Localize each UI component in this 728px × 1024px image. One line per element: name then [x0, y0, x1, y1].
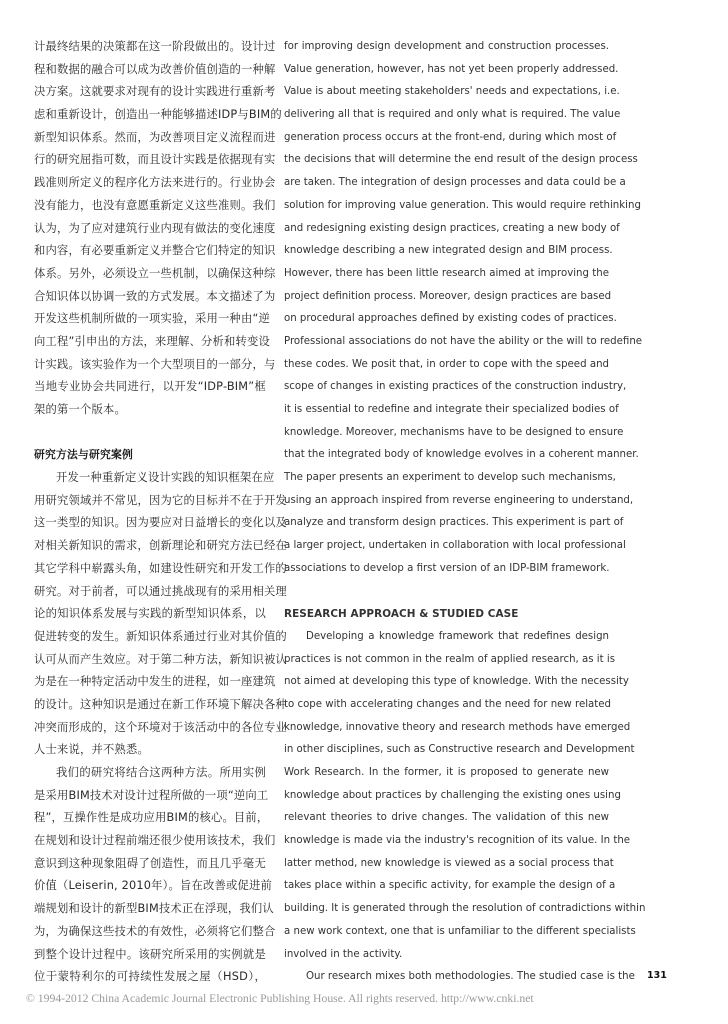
section-heading: RESEARCH APPROACH & STUDIED CASE — [284, 608, 519, 621]
text-line: 研究。对于前者，可以通过挑战现有的采用相关理 — [34, 584, 287, 598]
text-line: 新型知识体系。然而，为改善项目定义流程而进 — [34, 130, 276, 144]
text-line: knowledge describing a new integrated design and BIM process. — [284, 245, 613, 257]
text-line: Value is about meeting stakeholders' needs and expectations, i.e. — [284, 86, 620, 98]
text-line: 到整个设计过程中。该研究所采用的实例就是 — [34, 947, 266, 961]
text-line: Value generation, however, has not yet been properly addressed. — [284, 63, 619, 75]
text-line: it is essential to redefine and integrate their specialized bodies of — [284, 404, 619, 415]
text-line: the decisions that will determine the end result of the design process — [284, 154, 638, 166]
text-line: Professional associations do not have the ability or the will to redefine — [284, 335, 643, 347]
text-line: and redesigning existing design practices, creating a new body of — [284, 222, 620, 234]
text-line: relevant theories to drive changes. The validation of this new — [284, 812, 609, 824]
text-line: involved in the activity. — [284, 948, 403, 960]
text-line: using an approach inspired from reverse engineering to understand, — [284, 494, 634, 506]
text-line: a new work context, one that is unfamiliar to the different specialists — [284, 925, 636, 937]
text-line: 人士来说，并不熟悉。 — [34, 743, 149, 757]
copyright-footer: © 1994-2012 China Academic Journal Electronic Publishing House. All rights reserved. http://www.cnki.net — [26, 992, 534, 1005]
text-line: 用研究领域并不常见，因为它的目标并不在于开发 — [34, 493, 287, 507]
text-line: project definition process. Moreover, design practices are based — [284, 290, 612, 302]
text-line: 合知识体以协调一致的方式发展。本文描述了为 — [34, 289, 276, 303]
text-line: solution for improving value generation. This would require rethinking — [284, 199, 641, 211]
text-line: 决方案。这就要求对现有的设计实践进行重新考 — [34, 85, 276, 99]
text-line: building. It is generated through the resolution of contradictions within — [284, 903, 646, 915]
text-line: 在规划和设计过程前端还很少使用该技术，我们 — [34, 834, 276, 848]
text-line: that the integrated body of knowledge evolves in a coherent manner. — [284, 449, 639, 461]
text-line: latter method, new knowledge is viewed as a social process that — [284, 857, 614, 869]
text-line: knowledge is made via the industry's recognition of its value. In the — [284, 835, 631, 847]
text-line: 意识到这种现象阻碍了创造性，而且几乎毫无 — [34, 856, 266, 870]
text-line: 端规划和设计的新型BIM技术正在浮现，我们认 — [34, 902, 274, 916]
text-line: associations to develop a first version of an IDP-BIM framework. — [284, 562, 610, 574]
paragraph-gap — [284, 581, 609, 604]
text-line: 和内容，有必要重新定义并整合它们特定的知识 — [34, 244, 276, 258]
text-line: 位于蒙特利尔的可持续性发展之屋（HSD）， — [34, 970, 266, 984]
text-line: analyze and transform design practices. This experiment is part of — [284, 517, 624, 529]
text-line: 虑和重新设计，创造出一种能够描述IDP与BIM的 — [34, 108, 282, 122]
text-line: 计最终结果的决策都在这一阶段做出的。设计过 — [34, 40, 276, 53]
text-line: knowledge about practices by challenging the existing ones using — [284, 789, 621, 801]
text-line: However, there has been little research aimed at improving the — [284, 267, 609, 279]
english-text-column — [284, 36, 646, 989]
text-line: 其它学科中崭露头角，如建设性研究和开发工作的 — [34, 561, 287, 575]
text-line: on procedural approaches defined by existing codes of practices. — [284, 313, 617, 325]
text-line: 这一类型的知识。因为要应对日益增长的变化以及 — [34, 516, 287, 530]
text-line: are taken. The integration of design processes and data could be a — [284, 177, 626, 189]
text-line: not aimed at developing this type of knowledge. With the necessity — [284, 676, 629, 688]
text-line: 认为，为了应对建筑行业内现有做法的变化速度 — [34, 221, 276, 235]
text-line: for improving design development and construction processes. — [284, 41, 609, 52]
text-line: practices is not common in the realm of applied research, as it is — [284, 653, 616, 665]
text-line: these codes. We posit that, in order to cope with the speed and — [284, 358, 609, 370]
text-line: Work Research. In the former, it is proposed to generate new — [284, 767, 609, 778]
text-line: delivering all that is required and only what is required. The value — [284, 109, 621, 121]
text-line: a larger project, undertaken in collaboration with local professional — [284, 540, 626, 552]
paragraph-first-line: Our research mixes both methodologies. The studied case is the — [306, 971, 635, 983]
paragraph-gap — [34, 422, 266, 445]
text-line: in other disciplines, such as Constructive research and Development — [284, 744, 635, 756]
text-line: knowledge. Moreover, mechanisms have to be designed to ensure — [284, 426, 624, 438]
text-line: 对相关新知识的需求，创新理论和研究方法已经在 — [34, 539, 287, 553]
page-number: 131 — [647, 970, 667, 981]
chinese-text-column — [34, 36, 287, 989]
section-heading: 研究方法与研究案例 — [34, 448, 133, 462]
text-line: scope of changes in existing practices of the construction industry, — [284, 381, 627, 393]
text-line: 认可从而产生效应。对于第二种方法，新知识被认 — [34, 652, 287, 666]
text-line: 为是在一种特定活动中发生的进程，如一座建筑 — [34, 675, 276, 689]
text-line: takes place within a specific activity, for example the design of a — [284, 880, 616, 892]
text-line: The paper presents an experiment to develop such mechanisms, — [284, 472, 616, 484]
text-line: 当地专业协会共同进行，以开发“IDP-BIM”框 — [34, 380, 266, 394]
text-line: 为，为确保这些技术的有效性，必须将它们整合 — [34, 924, 276, 938]
text-line: 程”，互操作性是成功应用BIM的核心。目前， — [34, 811, 269, 825]
text-line: 程和数据的融合可以成为改善价值创造的一种解 — [34, 62, 276, 76]
text-line: to cope with accelerating changes and the need for new related — [284, 698, 612, 710]
text-line: 架的第一个版本。 — [34, 403, 126, 416]
text-line: 没有能力，也没有意愿重新定义这些准则。我们 — [34, 198, 276, 212]
text-line: 向工程”引申出的方法，来理解、分析和转变设 — [34, 334, 270, 348]
text-line: 行的研究屈指可数，而且设计实践是依据现有实 — [34, 153, 276, 167]
text-line: 是采用BIM技术对设计过程所做的一项“逆向工 — [34, 788, 269, 802]
text-line: 计实践。该实验作为一个大型项目的一部分，与 — [34, 357, 276, 371]
text-line: 体系。另外，必须设立一些机制，以确保这种综 — [34, 266, 276, 280]
text-line: 促进转变的发生。新知识体系通过行业对其价值的 — [34, 629, 287, 643]
paragraph-first-line: 我们的研究将结合这两种方法。所用实例 — [56, 766, 266, 779]
text-line: generation process occurs at the front-end, during which most of — [284, 131, 617, 143]
paragraph-first-line: 开发一种重新定义设计实践的知识框架在应 — [56, 471, 275, 485]
text-line: 论的知识体系发展与实践的新型知识体系，以 — [34, 607, 266, 621]
text-line: 的设计。这种知识是通过在新工作环境下解决各种 — [34, 697, 287, 711]
text-line: knowledge, innovative theory and research methods have emerged — [284, 721, 631, 733]
text-line: 价值（Leiserin, 2010年）。旨在改善或促进前 — [34, 879, 273, 893]
paragraph-first-line: Developing a knowledge framework that redefines design — [306, 630, 609, 642]
text-line: 践准则所定义的程序化方法来进行的。行业协会 — [34, 176, 276, 190]
text-line: 开发这些机制所做的一项实验，采用一种由“逆 — [34, 312, 270, 326]
text-line: 冲突而形成的，这个环境对于该活动中的各位专业 — [34, 720, 287, 734]
